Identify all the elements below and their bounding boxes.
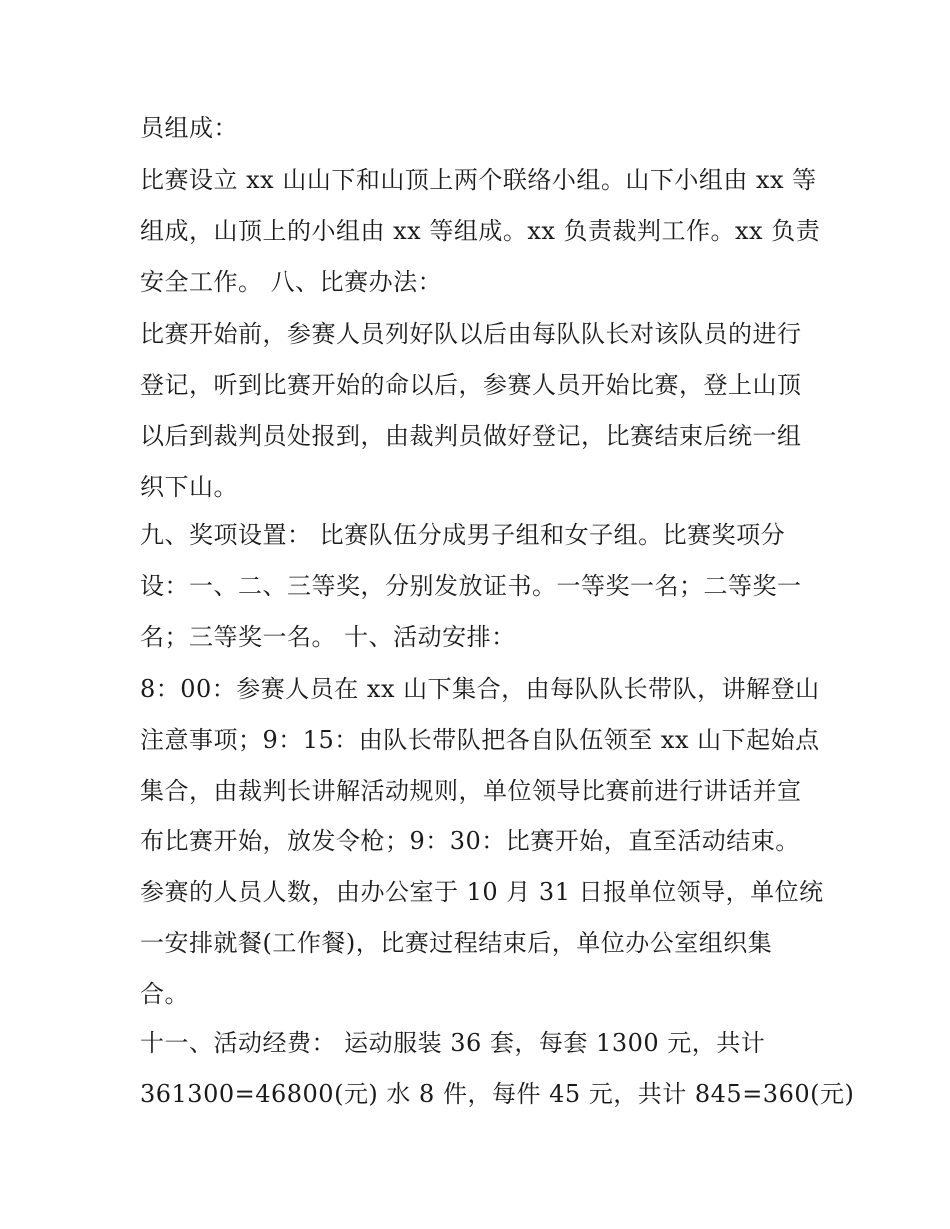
text-line: 织下山。: [140, 473, 238, 501]
text-line: 布比赛开始，放发令枪；9：30：比赛开始，直至活动结束。: [140, 827, 800, 855]
text-line: 安全工作。 八、比赛办法：: [140, 268, 443, 296]
text-line: 一安排就餐(工作餐)，比赛过程结束后，单位办公室组织集: [140, 929, 773, 957]
text-line: 361300=46800(元) 水 8 件，每件 45 元，共计 845=360(元): [140, 1080, 855, 1108]
text-line: 十一、活动经费： 运动服装 36 套，每套 1300 元，共计: [140, 1029, 766, 1057]
text-line: 登记，听到比赛开始的命以后，参赛人员开始比赛，登上山顶: [140, 371, 802, 399]
text-line: 比赛设立 xx 山山下和山顶上两个联络小组。山下小组由 xx 等: [140, 166, 817, 194]
text-line: 合。: [140, 980, 189, 1008]
text-line: 九、奖项设置： 比赛队伍分成男子组和女子组。比赛奖项分: [140, 521, 786, 549]
text-line: 8：00：参赛人员在 xx 山下集合，由每队队长带队，讲解登山: [140, 675, 820, 703]
text-line: 比赛开始前，参赛人员列好队以后由每队队长对该队员的进行: [140, 320, 802, 348]
text-line: 参赛的人员人数，由办公室于 10 月 31 日报单位领导，单位统: [140, 878, 824, 906]
text-line: 员组成：: [140, 114, 238, 142]
text-line: 组成，山顶上的小组由 xx 等组成。xx 负责裁判工作。xx 负责: [140, 217, 821, 245]
text-line: 名；三等奖一名。 十、活动安排：: [140, 623, 516, 651]
text-line: 集合，由裁判长讲解活动规则，单位领导比赛前进行讲话并宣: [140, 777, 802, 805]
text-line: 设：一、二、三等奖，分别发放证书。一等奖一名；二等奖一: [140, 572, 802, 600]
text-line: 以后到裁判员处报到，由裁判员做好登记，比赛结束后统一组: [140, 422, 802, 450]
text-line: 注意事项；9：15：由队长带队把各自队伍领至 xx 山下起始点: [140, 726, 820, 754]
